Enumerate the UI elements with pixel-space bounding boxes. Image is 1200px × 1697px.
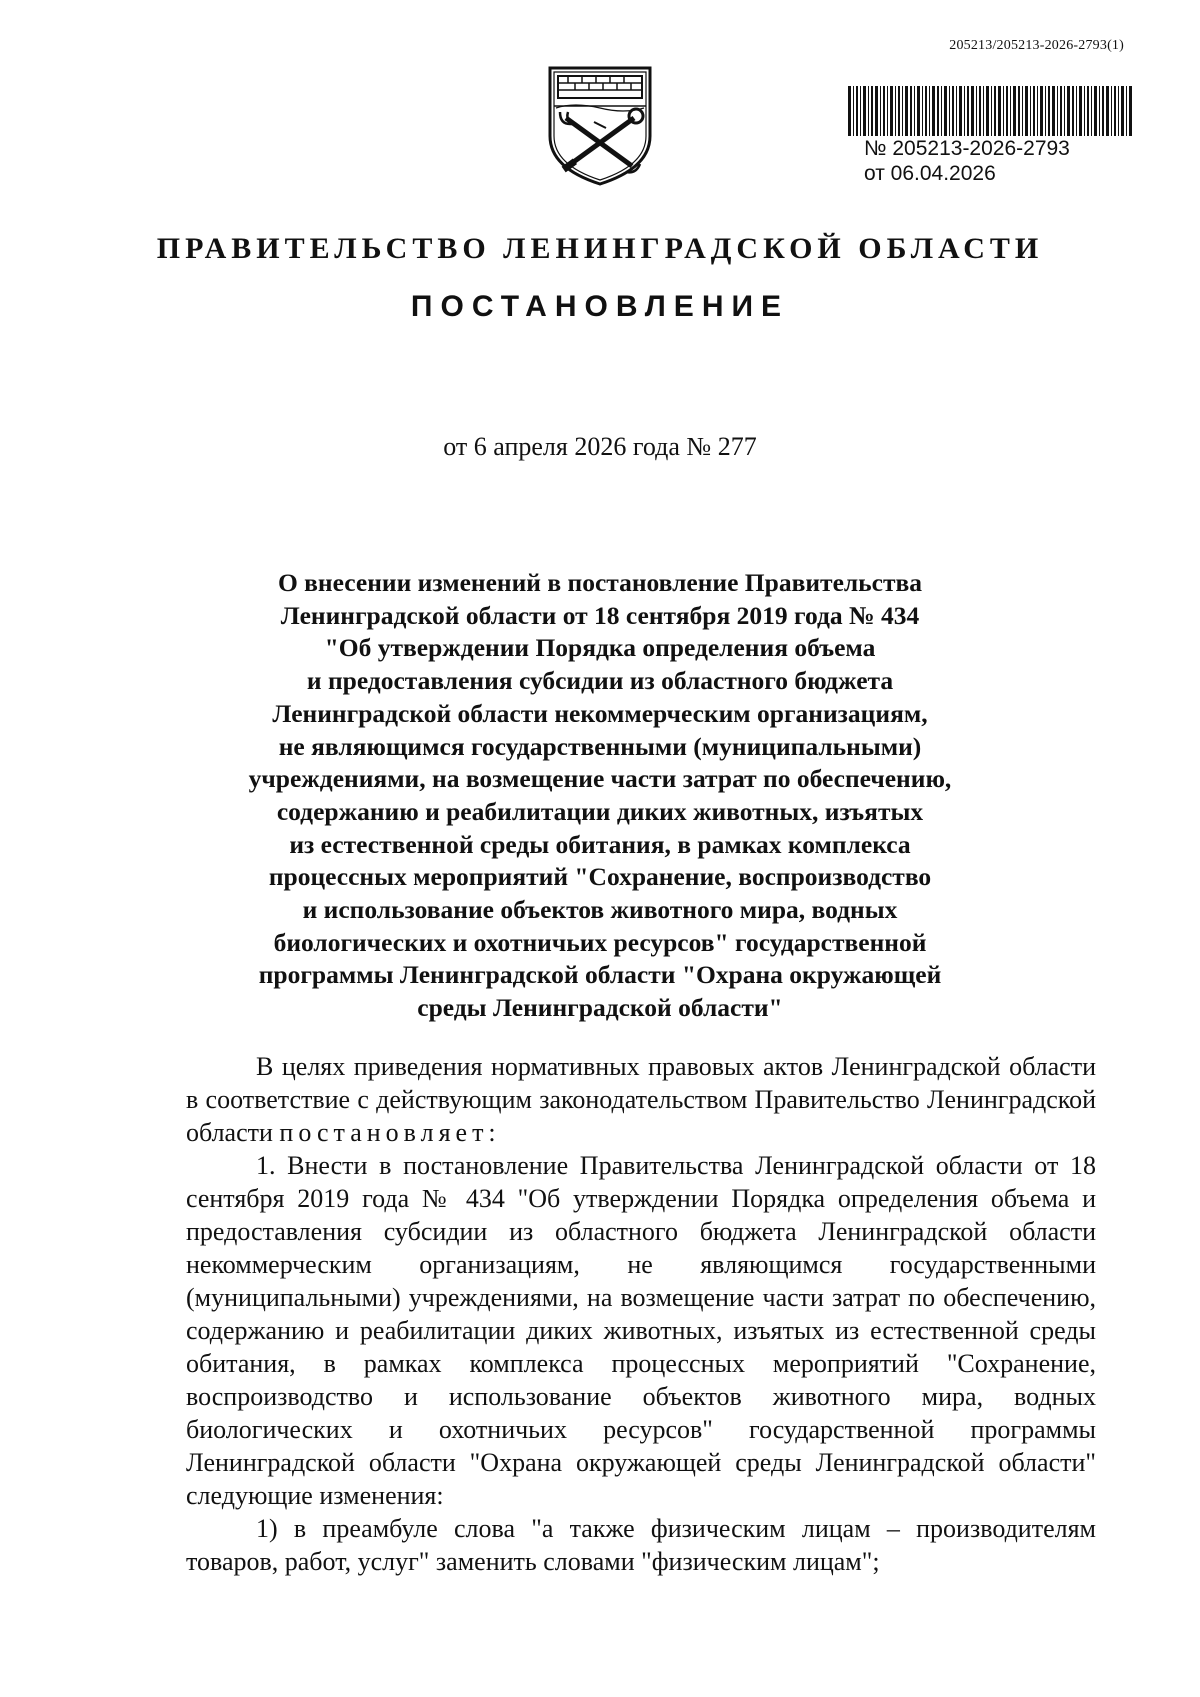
registration-number: № 205213-2026-2793 [864, 137, 1070, 160]
subject-line: программы Ленинградской области "Охрана окружающей [258, 960, 942, 990]
registration-code: 205213/205213-2026-2793(1) [949, 38, 1124, 53]
government-title: ПРАВИТЕЛЬСТВО ЛЕНИНГРАДСКОЙ ОБЛАСТИ [156, 232, 1044, 265]
subject-line: среды Ленинградской области" [417, 993, 783, 1023]
subject-line: из естественной среды обитания, в рамках комплекса [289, 829, 911, 859]
subject-line: процессных мероприятий "Сохранение, воспроизводство [268, 862, 932, 892]
subject-line: О внесении изменений в постановление Правительства [277, 568, 923, 597]
subject-line: Ленинградской области некоммерческим организациям, [272, 698, 928, 728]
subject-line: и предоставления субсидии из областного бюджета [306, 666, 894, 696]
subject-line: биологических и охотничьих ресурсов" государственной [273, 927, 927, 957]
preamble-paragraph [186, 1050, 1096, 1149]
decree-word: постановляет: [279, 1118, 501, 1147]
subject-line: и использование объектов животного мира, водных [302, 895, 898, 925]
subject-line: Ленинградской области от 18 сентября 2019 года № 434 [280, 600, 920, 630]
subject-line: учреждениями, на возмещение части затрат по обеспечению, [248, 764, 952, 794]
document-body [186, 1050, 1096, 1578]
document-date-number: от 6 апреля 2026 года № 277 [443, 432, 757, 461]
registration-date: от 06.04.2026 [864, 162, 996, 185]
barcode-icon [848, 86, 1132, 136]
document-subject [200, 567, 1000, 1025]
subject-line: не являющимся государственными (муниципальными) [278, 731, 922, 761]
document-type-title: ПОСТАНОВЛЕНИЕ [410, 290, 790, 323]
subject-line: "Об утверждении Порядка определения объема [324, 633, 876, 663]
item-1-paragraph: 1. Внести в постановление Правительства Ленинградской области от 18 сентября 2019 года № 434 "Об утверждении Порядка определения объема и предоставления субсидии из областного бюджета Ленинградской области некоммерческим организациям, не являющимся государственными (муниципальными) учреждениями, на возмещение части затрат по обеспечению, содержанию и реабилитации диких животных, изъятых из естественной среды обитания, в рамках комплекса процессных мероприятий "Сохранение, воспроизводство и использование объектов животного мира, водных биологических и охотничьих ресурсов" государственной программы Ленинградской области "Охрана окружающей среды Ленинградской области" следующие изменения: [186, 1151, 1096, 1510]
subject-line: содержанию и реабилитации диких животных, изъятых [276, 796, 924, 826]
leningrad-oblast-coat-of-arms-icon [544, 62, 656, 190]
preamble-text: В целях приведения нормативных правовых актов Ленинградской области в соответствие с действующим законодательством Правительство Ленинградской области [186, 1052, 1096, 1147]
item-1-1-paragraph: 1) в преамбуле слова "а также физическим лицам – производителям товаров, работ, услуг" заменить словами "физическим лицам"; [186, 1514, 1096, 1576]
